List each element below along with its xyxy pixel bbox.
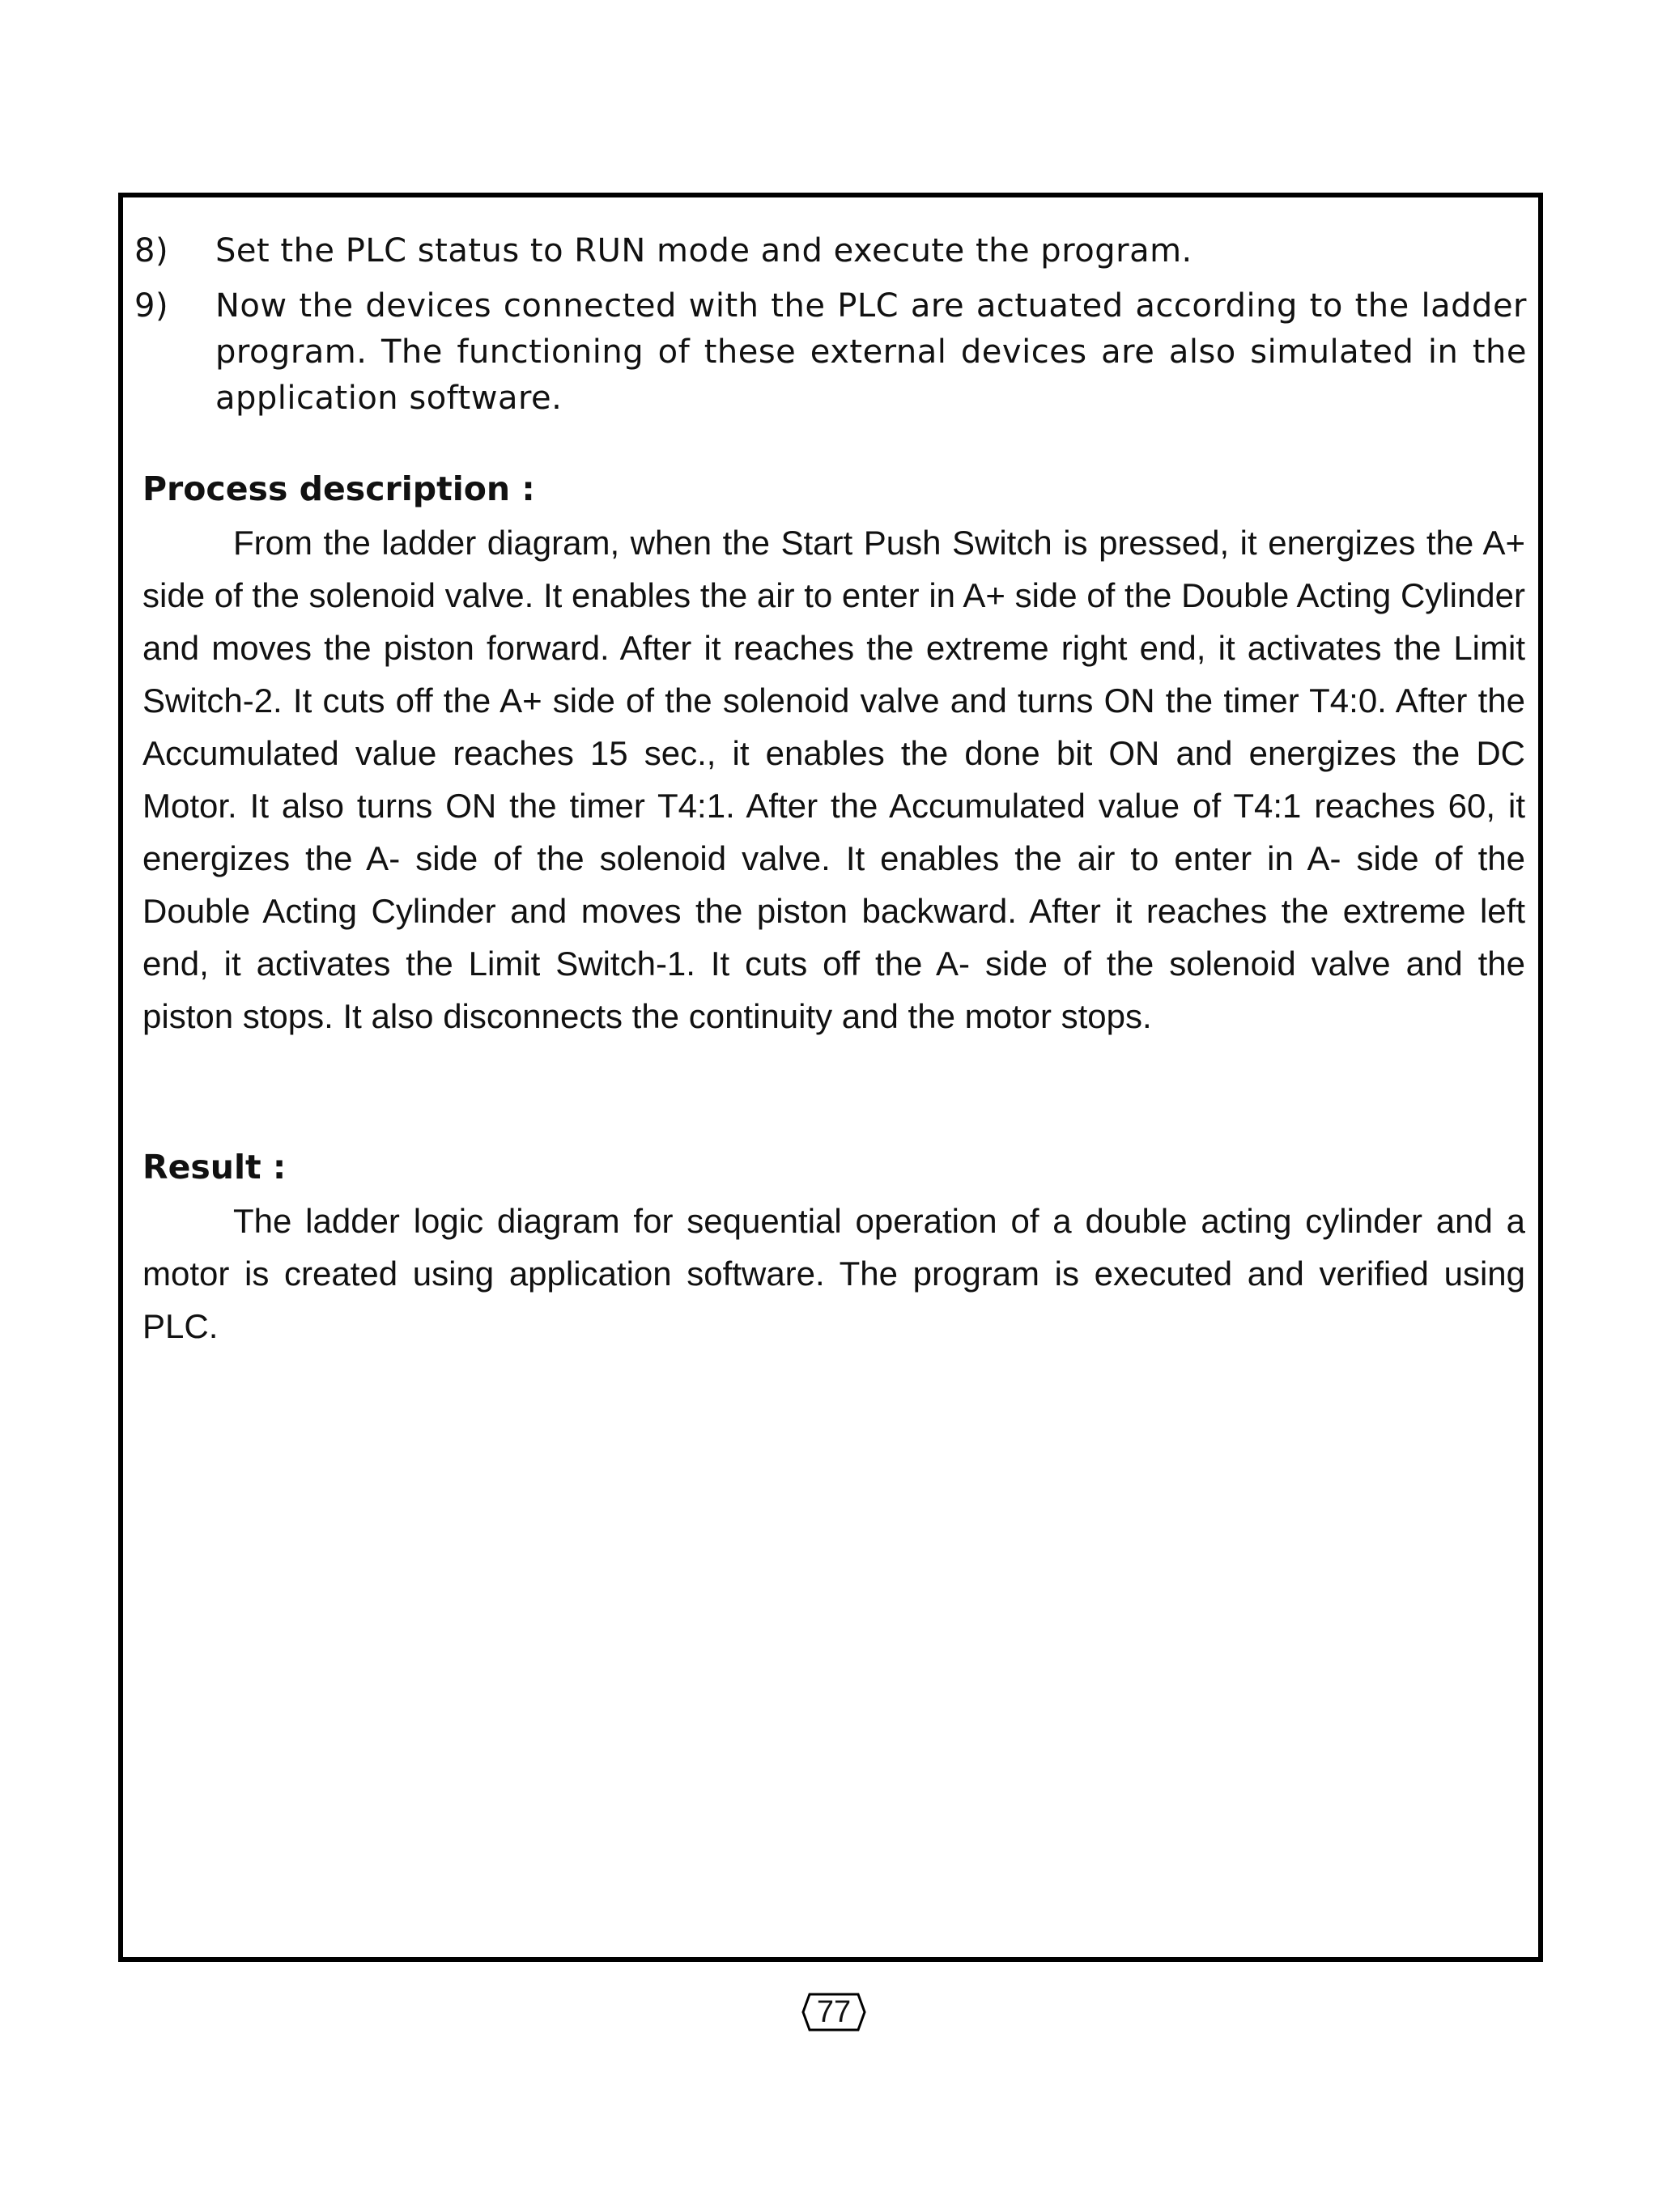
step-text: Set the PLC status to RUN mode and execute the program. <box>215 232 1192 270</box>
page-number-badge <box>801 1993 866 2032</box>
step-9 <box>134 283 1527 422</box>
step-8 <box>134 228 1527 274</box>
result-text: The ladder logic diagram for sequential operation of a double acting cylinder and a motor is created using application software. The program is executed and verified using PLC. <box>142 1202 1525 1345</box>
process-heading: Process description : <box>142 469 535 508</box>
page-number: 77 <box>816 1995 852 2029</box>
step-number: 8) <box>134 232 169 270</box>
step-text: Now the devices connected with the PLC are actuated according to the ladder program. The functioning of these external devices are also simulated in the application software. <box>215 287 1527 417</box>
content-frame <box>118 193 1543 1962</box>
result-heading: Result : <box>142 1148 287 1187</box>
step-number: 9) <box>134 287 169 325</box>
process-description: From the ladder diagram, when the Start Push Switch is pressed, it energizes the A+ side of the solenoid valve. It enables the air to enter in A+ side of the Double Acting Cylinder and moves the piston forward. After it reaches the extreme right end, it activates the Limit Switch-2. It cuts off the A+ side of the solenoid valve and turns ON the timer T4:0. After the Accumulated value reaches 15 sec., it enables the done bit ON and energizes the DC Motor. It also turns ON the timer T4:1. After the Accumulated value of T4:1 reaches 60, it energizes the A- side of the solenoid valve. It enables the air to enter in A- side of the Double Acting Cylinder and moves the piston backward. After it reaches the extreme left end, it activates the Limit Switch-1. It cuts off the A- side of the solenoid valve and the piston stops. It also disconnects the continuity and the motor stops. <box>142 524 1525 1035</box>
